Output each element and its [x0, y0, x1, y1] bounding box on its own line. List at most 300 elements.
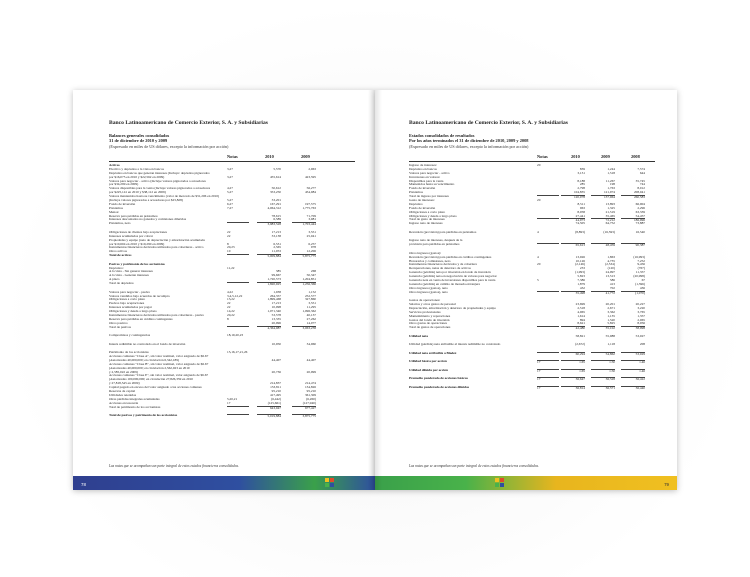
page-number: 78 [81, 482, 86, 487]
balance-rows [109, 164, 355, 418]
row-label: A la vista - Generan intereses [109, 274, 149, 278]
value-2009-cell: 41,772 [591, 291, 615, 296]
value-2009-cell: 198 [609, 182, 615, 187]
value-2009-cell: 11,295 [306, 305, 316, 310]
value-2010-cell: 963 [579, 205, 585, 210]
column-header [409, 153, 655, 162]
row-label: Promedio ponderado de acciones básicas [409, 377, 468, 381]
value-2008-cell: 436 [639, 285, 645, 290]
note-cell: 20 [537, 198, 541, 203]
value-2009-cell: (6,260) [306, 396, 316, 401]
note-cell [537, 218, 559, 219]
note-cell: 4,27 [227, 186, 233, 191]
row-label: Valores para negociar - pasivo [109, 290, 151, 294]
value-2010-cell: 264,357 [269, 293, 281, 298]
value-2008-cell: 7,574 [637, 166, 645, 171]
row-label: Fondo de inversión [109, 202, 136, 206]
row-label: Total de activos [109, 254, 132, 258]
note-cell: 4 [537, 229, 539, 234]
row-label: Valores para negociar - activo [409, 171, 450, 175]
row-label: Utilidad básica por acción [409, 360, 447, 364]
row-label: Utilidad diluida por acción [409, 368, 448, 372]
value-2010-cell: 1,938 [273, 289, 281, 294]
value-2008-cell: 2,296 [637, 205, 645, 210]
value-2010-cell: 95,210 [271, 389, 281, 393]
row-label: Total de pasivos y patrimonio de los accionistas [109, 414, 178, 418]
statement-date: Por los años terminados el 31 de diciembre de 2010, 2009 y 2008 [409, 138, 529, 144]
value-2010-cell: 3,131 [577, 170, 585, 175]
statement-title: Estados consolidados de resultados [409, 133, 475, 138]
value-2010-cell: 44,407 [271, 357, 281, 362]
value-2009-cell: 21,519 [605, 209, 615, 214]
note-cell: 3,27 [227, 166, 233, 171]
footer-bar [375, 476, 677, 490]
value-2010-cell: 233 [579, 266, 585, 271]
value-2010-cell: 5,019,884 [257, 414, 281, 419]
value-2008-cell: 208 [639, 342, 645, 347]
company-name: Banco Latinoamericano de Comercio Exterior, S. A. y Subsidiarias [109, 120, 268, 126]
value-2009-cell: 413 [609, 281, 615, 286]
value-2010-cell: 4,364,987 [257, 326, 281, 331]
value-2008-cell: 208,041 [633, 190, 645, 195]
row-label: Gasto de intereses: [409, 199, 435, 203]
company-name: Banco Latinoamericano de Comercio Exterior, S. A. y Subsidiarias [409, 120, 568, 126]
note-cell: 22 [227, 233, 231, 238]
row-label: Acciones comunes "Clase E", sin valor nominal, valor asignado de $6.67 [109, 374, 209, 378]
note-cell: 3,27 [227, 174, 233, 179]
note-cell [227, 254, 249, 255]
value-2009-cell: 1,520 [607, 317, 615, 322]
value-2008-cell: 7,252 [637, 258, 645, 263]
value-2009-cell: 20,201 [605, 302, 615, 306]
value-2010-cell: 60,294 [561, 352, 585, 357]
statement-title: Balances generales consolidados [109, 133, 170, 138]
value-2010-cell: 2,518 [577, 305, 585, 310]
value-2009-cell: 1,152 [308, 289, 316, 294]
value-2009-cell: 1,096,362 [302, 309, 316, 314]
row-label: por $225,141 en 2010 y $38,112 en 2009) [109, 191, 166, 195]
row-label: Otras pérdidas integrales acumuladas [109, 397, 160, 401]
row-label: Fondo de inversión [409, 206, 436, 210]
row-label: Total de gasto de intereses [409, 218, 445, 222]
value-2009-cell: (16,593) [603, 229, 615, 234]
value-2010-cell: 353,250 [269, 190, 281, 195]
row-label: Acciones comunes "Clase B", sin valor nominal, valor asignado de $6.67 [109, 362, 209, 366]
row-label: Mantenidos hasta su vencimiento [409, 183, 455, 187]
year-2010-header: 2010 [265, 154, 274, 160]
value-2008-cell: 8,012 [637, 186, 645, 191]
value-2008-cell: (1,396) [635, 281, 645, 286]
row-label: Salarios y otros gastos de personal [409, 303, 456, 306]
row-label: Otros activos [109, 250, 127, 254]
value-2008-cell: 260,583 [621, 195, 645, 200]
row-label: Préstamos [409, 191, 423, 195]
row-label: A plazo [109, 278, 120, 282]
value-2010-cell: 3,983,528 [257, 222, 281, 227]
value-2009-cell: 5,875,775 [292, 254, 316, 259]
palm-logo-icon [495, 478, 505, 489]
value-2009-cell: 361,309 [304, 392, 316, 397]
income-statement [409, 120, 655, 390]
value-2009-cell: 3,875,775 [292, 414, 316, 419]
value-2009-cell: 12,206 [306, 249, 316, 254]
value-2008-cell: 2,065 [637, 317, 645, 322]
value-2009-cell: 1,118 [607, 342, 615, 347]
value-2010-cell: 214,837 [269, 381, 281, 386]
value-2009-cell: 1,135 [607, 313, 615, 318]
row-label: y 27,818,545 en 2009) [109, 382, 140, 386]
value-2008-cell: 53,027 [635, 333, 645, 338]
row-label: Compromisos y contingencias [109, 334, 151, 338]
footnote: Las notas que se acompañan son parte integral de estos estados financieros consolidados. [109, 464, 239, 468]
value-2009-cell: 137,964 [591, 195, 615, 200]
value-2009-cell: 24,997 [605, 270, 615, 275]
value-2010-cell: 1,899,468 [267, 297, 281, 302]
value-2009-cell: 56,277 [306, 186, 316, 191]
value-2009-cell: 1.50 [591, 360, 615, 365]
note-cell [537, 243, 559, 244]
note-cell: 22 [227, 305, 231, 310]
note-cell: 20 [537, 262, 541, 267]
row-label: por $34,299 en 2009) [109, 183, 139, 187]
note-cell: 13,22 [227, 297, 235, 302]
row-label: Depósitos en bancos que generan intereses (Incluye: depósitos pignorados [109, 171, 210, 175]
value-2010-cell: (6,442) [271, 396, 281, 401]
value-2009-cell: 423,595 [304, 174, 316, 179]
value-2009-cell: 197,575 [304, 201, 316, 206]
row-label: Honorarios y comisiones, neto [409, 259, 451, 263]
value-2008-cell: 54,457 [635, 213, 645, 218]
row-label: Menos: [109, 210, 120, 214]
note-cell: 5,20,21 [227, 396, 238, 401]
value-2010-cell: 1.65 [561, 360, 585, 365]
value-2010-cell: 53,578 [271, 312, 281, 317]
value-2010-cell: 35,498 [561, 291, 585, 296]
row-label: Ingreso neto de intereses [409, 222, 443, 226]
value-2008-cell: (20,998) [633, 274, 645, 279]
value-2010-cell: 455,614 [269, 174, 281, 179]
value-2010-cell: 74,505 [575, 221, 585, 226]
note-cell: 17 [537, 386, 559, 391]
value-2010-cell: 42,480 [561, 326, 585, 331]
row-label: Obligaciones y deuda a largo plazo [109, 310, 157, 314]
value-2009-cell: 214,474 [304, 381, 316, 386]
year-2010-header: 2010 [571, 154, 580, 160]
row-label: Obligaciones de clientes bajo aceptaciones [109, 230, 167, 234]
value-2009-cell: 3,362 [607, 309, 615, 314]
row-label: Instrumentos financieros derivados utilizados para coberturas - activo [109, 246, 204, 250]
value-2009-cell: 454,984 [304, 190, 316, 195]
value-2008-cell: (16,993) [633, 254, 645, 259]
value-2010-cell: 417,495 [269, 392, 281, 397]
value-2010-cell: 4,965 [577, 309, 585, 314]
row-label: Reserva para pérdidas en préstamos [109, 214, 158, 218]
value-2010-cell: 2,798 [577, 186, 585, 191]
value-2009-cell: (120) [607, 266, 615, 271]
row-label: Total de pasivos [109, 325, 131, 329]
value-2010-cell: 1,820,925 [257, 282, 281, 287]
value-2010-cell: 6,589 [273, 217, 281, 222]
value-2009-cell: 35,465 [605, 213, 615, 218]
value-2009-cell: 64,752 [605, 221, 615, 226]
value-2009-cell: 27,262 [306, 316, 316, 321]
value-2008-cell: 1.46 [621, 360, 645, 365]
value-2010-cell: 120,078 [561, 195, 585, 200]
value-2010-cell: 104,835 [573, 190, 585, 195]
value-2009-cell: 71,709 [306, 213, 316, 218]
row-label: (Autorizadas 100,000,000; en circulación 27,826,359 en 2010 [109, 378, 193, 382]
row-label: (Autorizadas 40,000,000; en circulación 6,342,189) [109, 358, 180, 362]
row-label: Fondo de inversión [409, 187, 436, 191]
row-label: Valores mantenidos hasta su vencimiento (valor de mercado de $31,206 en 2010) [109, 195, 220, 199]
value-2009-cell: 1,775,763 [302, 205, 316, 210]
page-number: 79 [664, 482, 669, 487]
value-2009-cell: 55,988 [605, 333, 615, 338]
value-2008-cell: 66,904 [635, 201, 645, 206]
value-2009-cell: 6,257 [308, 241, 316, 246]
value-2008-cell: 1,357 [637, 313, 645, 318]
value-2010-cell: 36,647 [561, 377, 585, 382]
row-label: Ingreso de intereses: [409, 164, 437, 168]
value-2008-cell: 16,540 [635, 229, 645, 234]
value-2010-cell: 8,621 [577, 321, 585, 326]
row-label: Recuperaciones, netas de deterioro de activos [409, 267, 471, 271]
value-2009-cell: 44,407 [306, 357, 316, 362]
value-2009-cell: 11,267 [605, 178, 615, 183]
value-2010-cell: 1,071,340 [267, 309, 281, 314]
row-label: Otros gastos de operaciones [409, 322, 447, 326]
note-cell: 18,19,20,23 [227, 333, 244, 338]
row-label: Acciones comunes "Clase A", sin valor nominal, valor asignado de $6.67 [109, 354, 209, 358]
row-label: Ganancia (pérdida) neta en negociación de valores para negociar [409, 275, 497, 279]
notes-header: Notas [227, 154, 238, 160]
value-2010-cell: 5,009,884 [257, 254, 281, 259]
value-2009-cell: 327,860 [304, 297, 316, 302]
value-2010-cell: 33,138 [271, 233, 281, 238]
value-2009-cell: 14,077 [306, 320, 316, 325]
row-label: Valores disponibles para la venta (Incluye valores pignorados a acreedores [109, 187, 211, 191]
value-2009-cell: 36,571 [591, 386, 615, 391]
row-label: Ganancia (pérdida) en cambio de moneda extranjera [409, 282, 480, 286]
row-label: Valores para negociar - activo (Incluye valores pignorados a acreedores [109, 179, 206, 183]
value-2010-cell: 20,996 [271, 320, 281, 325]
value-2009-cell: 36,528 [591, 377, 615, 382]
row-label: Capital pagado en exceso del valor asignado a las acciones comunes [109, 386, 202, 390]
value-2010-cell: 894 [579, 317, 585, 322]
value-2010-cell: (8,893) [575, 229, 585, 234]
note-cell [227, 406, 249, 407]
value-2010-cell: 839 [579, 166, 585, 171]
value-2008-cell: 9,456 [637, 262, 645, 267]
value-2010-cell: 13,335 [271, 316, 281, 321]
note-cell [537, 195, 559, 196]
value-2009-cell: 95,210 [306, 389, 316, 393]
value-2010-cell: 133,811 [270, 385, 281, 390]
row-label: Depósitos [409, 202, 423, 206]
value-2008-cell: 3,765 [637, 309, 645, 314]
value-2009-cell: 702 [609, 285, 615, 290]
value-2009-cell: 586 [609, 277, 615, 282]
income-rows [409, 164, 655, 390]
note-cell: 7,27 [227, 205, 233, 210]
value-2008-cell: 73,887 [635, 221, 645, 226]
value-2009-cell: 35,102 [591, 326, 615, 331]
value-2010-cell: 432 [579, 285, 585, 290]
value-2010-cell: 27,441 [575, 213, 585, 218]
note-cell: 11,22 [227, 265, 235, 270]
value-2009-cell: 3,551 [308, 229, 316, 234]
value-2009-cell: 3,551 [308, 301, 316, 306]
note-cell: 8 [227, 241, 229, 246]
statement-date: 31 de diciembre de 2010 y 2009 [109, 138, 168, 144]
row-label: Depósitos en bancos [409, 167, 437, 171]
value-2009-cell: 4,735 [607, 258, 615, 263]
left-page [73, 90, 375, 490]
note-cell: 4 [537, 254, 539, 259]
row-label: Inversiones en valores: [409, 175, 441, 179]
value-2010-cell: (2,146) [575, 262, 585, 267]
value-2009-cell: 3,981 [308, 217, 316, 222]
year-2008-header: 2008 [631, 154, 640, 160]
value-2009-cell: 1,244 [607, 166, 615, 171]
value-2010-cell: 65,613 [561, 243, 585, 248]
value-2010-cell: 385 [275, 269, 281, 274]
row-label: Utilidad neta atribuible a Bladex [409, 351, 457, 355]
row-label: Promedio ponderado de acciones diluidas [409, 385, 470, 389]
note-cell [227, 282, 249, 283]
row-label: Otros ingresos (gastos): [409, 251, 442, 255]
note-cell: 20,22 [227, 312, 235, 317]
row-label: Depósitos: [109, 266, 124, 270]
value-2010-cell: 17,213 [271, 229, 281, 234]
row-label: Pasivos bajo aceptaciones [109, 302, 145, 306]
value-2010-cell: 5,823 [577, 274, 585, 279]
value-2009-cell: 1,863 [607, 254, 615, 259]
year-2009-header: 2009 [301, 154, 310, 160]
row-label: Propiedades y equipo (neto de depreciación y amortización acumulada [109, 238, 205, 242]
value-2010-cell: 13,926 [575, 254, 585, 259]
row-label: Gastos del fondo de inversión [409, 318, 450, 322]
value-2009-cell: 1,256,366 [292, 282, 316, 287]
note-cell: 22 [227, 301, 231, 306]
value-2010-cell: 7,386 [577, 277, 585, 282]
note-cell: 20 [537, 163, 541, 168]
row-label: Efectivo y depósitos a la vista en bancos [109, 167, 164, 171]
value-2009-cell: 72,212 [591, 218, 615, 223]
value-2010-cell: 1,879 [577, 281, 585, 286]
value-2010-cell: 6,531 [273, 241, 281, 246]
value-2009-cell: 1,204,851 [302, 277, 316, 282]
value-2009-cell: 50,347 [306, 273, 316, 278]
row-label: Reservas de capital [109, 390, 136, 393]
note-cell: 5,27 [227, 198, 233, 203]
value-2008-cell: 36,440 [621, 386, 645, 391]
row-label: Acciones en tesorería [109, 401, 139, 405]
note-cell [227, 326, 249, 327]
value-2010-cell: 58,821 [575, 333, 585, 338]
column-header [109, 153, 355, 162]
row-label: Reversión (provisión) para pérdidas en préstamos [409, 230, 477, 234]
value-2009-cell: 978 [310, 245, 316, 250]
value-2008-cell: 35,745 [635, 178, 645, 183]
value-2009-cell: (2,534) [605, 262, 615, 267]
value-2008-cell: 63,339 [635, 209, 645, 214]
value-2010-cell: 33,201 [271, 198, 281, 203]
footnote: Las notas que se acompañan son parte integral de estos estados financieros consolidados. [409, 464, 539, 468]
note-cell: 17 [537, 360, 559, 365]
row-label: Reversión (provisión) para pérdidas en créditos contingentes [409, 255, 492, 259]
value-2008-cell: 53,029 [621, 352, 645, 357]
row-label: Total de depósitos [109, 282, 134, 286]
value-2008-cell: 3,220 [637, 305, 645, 310]
value-2008-cell: 744 [639, 182, 645, 187]
value-2010-cell: 643,947 [257, 406, 281, 411]
note-cell: 22 [227, 229, 231, 234]
row-label: Ganancia (pérdida) neta por inversión en fondo de inversión [409, 271, 491, 275]
value-2010-cell: 44,973 [561, 218, 585, 223]
value-2009-cell: (127,940) [302, 400, 316, 405]
value-2009-cell: 13,893 [605, 201, 615, 206]
value-2009-cell: 3,063,238 [292, 326, 316, 331]
note-cell [537, 326, 559, 327]
value-2009-cell: 2,963 [308, 166, 316, 171]
value-2008-cell: 67 [641, 277, 645, 282]
value-2010-cell: 10,950 [271, 341, 281, 346]
value-2009-cell: 1,703,444 [292, 222, 316, 227]
row-label: Obligaciones y deuda a largo plazo [409, 214, 457, 218]
value-2008-cell: 11,357 [635, 270, 645, 275]
value-2008-cell: 38,998 [621, 326, 645, 331]
note-cell: 6,27 [227, 201, 233, 206]
value-2009-cell: 1.50 [591, 369, 615, 374]
row-label: Instrumentos financieros derivados utilizados para coberturas - pasivo [109, 313, 205, 317]
note-cell: 5 [537, 277, 539, 282]
row-label: Préstamos, neto [109, 222, 131, 226]
note-cell [537, 291, 559, 292]
row-label: Patrimonio de los accionistas [109, 351, 149, 355]
value-2010-cell: 4,064,312 [267, 205, 281, 210]
value-2009-cell: 134,826 [304, 385, 316, 390]
value-2009-cell: 2,671 [607, 305, 615, 310]
value-2009-cell: 13,513 [605, 274, 615, 279]
value-2009-cell: 268 [310, 269, 316, 274]
row-label: Otros ingresos (gastos), neto [409, 290, 448, 294]
note-cell: 8 [227, 316, 229, 321]
note-cell [227, 414, 249, 415]
value-2010-cell: 50,612 [271, 186, 281, 191]
value-2010-cell: 8,188 [577, 178, 585, 183]
row-label: Intereses acumulados por pagar [109, 306, 152, 310]
row-label: Obligaciones a corto plazo [109, 298, 146, 302]
row-label: Otros pasivos [109, 321, 128, 325]
value-2010-cell: 1,614 [577, 313, 585, 318]
row-label: provisión para pérdidas en préstamos [409, 243, 460, 247]
note-cell [537, 352, 559, 353]
note-cell [227, 222, 249, 223]
note-cell: 4,22 [227, 289, 233, 294]
row-label: Utilidad (pérdida) neta atribuible al interés redimible no controlado [409, 343, 501, 347]
row-label: Total de ingreso por intereses [409, 195, 449, 199]
value-2009-cell: 25,041 [306, 233, 316, 238]
value-2009-cell: 40,137 [306, 312, 316, 317]
value-2008-cell: 20,227 [635, 302, 645, 306]
value-2010-cell: (2,672) [575, 342, 585, 347]
value-2009-cell: 252,577 [304, 293, 316, 298]
statement-units: (Expresado en miles de US dólares, excepto la información por acción) [409, 143, 529, 149]
row-label: (Incluye valores pignorados a acreedores por $23,828) [109, 199, 183, 203]
row-label: Ingreso neto de intereses, después de la [409, 239, 463, 243]
row-label: Utilidad neta [409, 334, 428, 338]
